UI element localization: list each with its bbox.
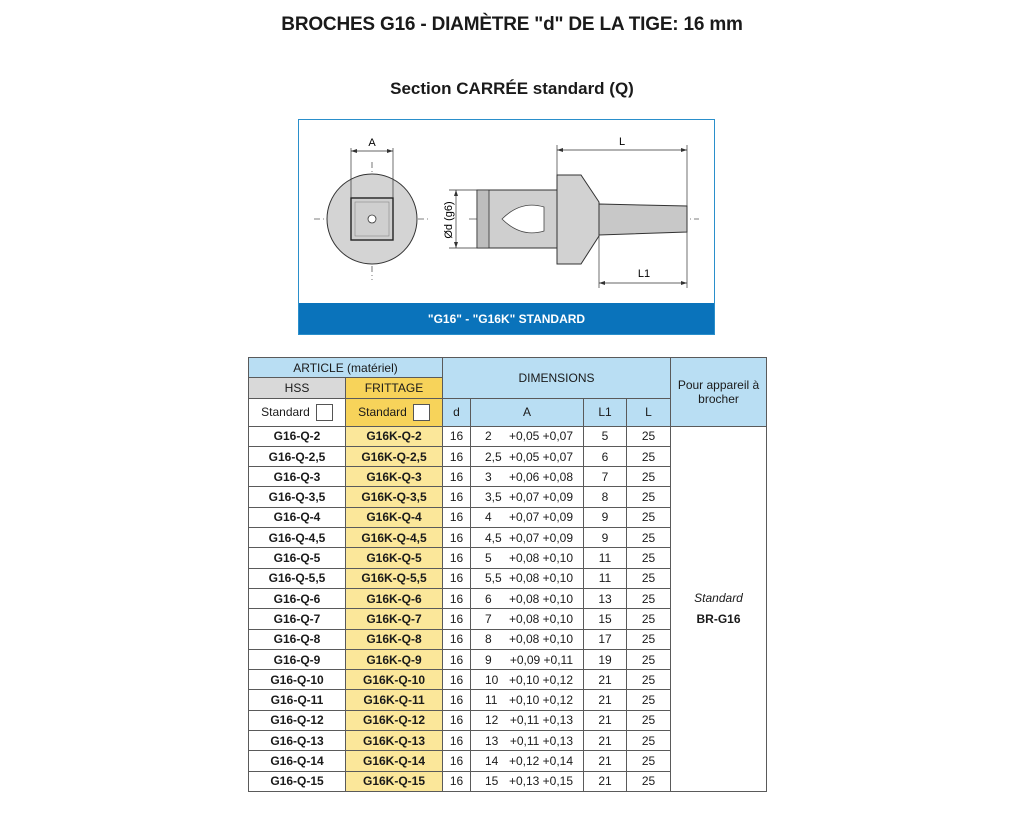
a-tolerance: +0,08 +0,10 — [508, 591, 573, 606]
a-cell — [471, 588, 584, 608]
a-tolerance: +0,08 +0,10 — [508, 551, 573, 566]
a-cell — [471, 487, 584, 507]
label-d: Ød (g6) — [443, 201, 455, 239]
l1-cell: 9 — [584, 507, 627, 527]
arrow-l-left — [557, 148, 563, 152]
frittage-standard-label: Standard — [358, 405, 407, 420]
frittage-standard-cell — [346, 398, 443, 426]
l1-cell: 21 — [584, 731, 627, 751]
d-cell: 16 — [443, 588, 471, 608]
l-cell: 25 — [627, 670, 671, 690]
a-value: 10 — [485, 672, 499, 687]
d-cell: 16 — [443, 507, 471, 527]
arrow-d-top — [454, 190, 458, 196]
label-l: L — [618, 136, 626, 148]
frittage-code-cell: G16K-Q-10 — [346, 670, 443, 690]
a-tolerance: +0,08 +0,10 — [508, 571, 573, 586]
arrow-a-right — [387, 149, 393, 153]
hss-code-cell: G16-Q-7 — [249, 609, 346, 629]
a-cell — [471, 568, 584, 588]
a-cell — [471, 649, 584, 669]
a-tolerance: +0,11 +0,13 — [509, 713, 573, 728]
a-value: 11 — [485, 693, 498, 708]
a-tolerance: +0,07 +0,09 — [508, 490, 573, 505]
a-tolerance: +0,09 +0,11 — [509, 652, 573, 667]
frittage-code-cell: G16K-Q-12 — [346, 710, 443, 730]
cutting-tip — [599, 204, 687, 235]
d-cell: 16 — [443, 426, 471, 446]
arrow-a-left — [351, 149, 357, 153]
dimensions-header: DIMENSIONS — [443, 358, 671, 399]
frittage-code-cell: G16K-Q-11 — [346, 690, 443, 710]
l-cell: 25 — [627, 690, 671, 710]
a-tolerance: +0,07 +0,09 — [508, 510, 573, 525]
d-cell: 16 — [443, 731, 471, 751]
arrow-d-bottom — [454, 242, 458, 248]
l1-cell: 11 — [584, 568, 627, 588]
a-value: 5,5 — [485, 571, 502, 586]
l-cell: 25 — [627, 568, 671, 588]
hss-code-cell: G16-Q-10 — [249, 670, 346, 690]
l1-cell: 7 — [584, 467, 627, 487]
frittage-code-cell: G16K-Q-5,5 — [346, 568, 443, 588]
a-value: 3,5 — [485, 490, 502, 505]
a-value: 4,5 — [485, 530, 502, 545]
l-cell: 25 — [627, 609, 671, 629]
device-type: Standard — [694, 591, 743, 606]
l-cell: 25 — [627, 487, 671, 507]
center-hole — [368, 215, 376, 223]
technical-drawing — [298, 119, 715, 335]
label-l1: L1 — [637, 268, 651, 280]
l1-cell: 11 — [584, 548, 627, 568]
table-body — [249, 426, 767, 791]
a-value: 13 — [485, 733, 499, 748]
a-cell — [471, 609, 584, 629]
frittage-code-cell: G16K-Q-4 — [346, 507, 443, 527]
l-cell: 25 — [627, 548, 671, 568]
a-cell — [471, 507, 584, 527]
frittage-code-cell: G16K-Q-6 — [346, 588, 443, 608]
hss-code-cell: G16-Q-13 — [249, 731, 346, 751]
hss-code-cell: G16-Q-6 — [249, 588, 346, 608]
a-tolerance: +0,05 +0,07 — [508, 429, 573, 444]
d-cell: 16 — [443, 609, 471, 629]
frittage-code-cell: G16K-Q-9 — [346, 649, 443, 669]
l1-cell: 21 — [584, 771, 627, 791]
d-cell: 16 — [443, 751, 471, 771]
hss-code-cell: G16-Q-12 — [249, 710, 346, 730]
l1-cell: 21 — [584, 690, 627, 710]
hss-code-cell: G16-Q-14 — [249, 751, 346, 771]
a-cell — [471, 467, 584, 487]
hss-code-cell: G16-Q-2 — [249, 426, 346, 446]
a-tolerance: +0,10 +0,12 — [508, 693, 573, 708]
frittage-code-cell: G16K-Q-2 — [346, 426, 443, 446]
l-cell: 25 — [627, 751, 671, 771]
a-cell — [471, 751, 584, 771]
l-cell: 25 — [627, 771, 671, 791]
hss-standard-checkbox[interactable] — [316, 404, 333, 421]
hss-code-cell: G16-Q-5,5 — [249, 568, 346, 588]
frittage-standard-checkbox[interactable] — [413, 404, 430, 421]
hss-standard-cell — [249, 398, 346, 426]
figure-caption: "G16" - "G16K" STANDARD — [299, 303, 714, 334]
device-model: BR-G16 — [696, 612, 741, 627]
l-cell: 25 — [627, 731, 671, 751]
l1-cell: 8 — [584, 487, 627, 507]
l1-cell: 19 — [584, 649, 627, 669]
l1-cell: 5 — [584, 426, 627, 446]
table-row — [249, 426, 767, 446]
hss-code-cell: G16-Q-4 — [249, 507, 346, 527]
frittage-code-cell: G16K-Q-4,5 — [346, 528, 443, 548]
l1-cell: 21 — [584, 710, 627, 730]
frittage-code-cell: G16K-Q-13 — [346, 731, 443, 751]
a-cell — [471, 629, 584, 649]
d-cell: 16 — [443, 629, 471, 649]
a-value: 2,5 — [485, 449, 502, 464]
d-cell: 16 — [443, 467, 471, 487]
a-cell — [471, 548, 584, 568]
l1-cell: 13 — [584, 588, 627, 608]
a-cell — [471, 670, 584, 690]
hss-code-cell: G16-Q-4,5 — [249, 528, 346, 548]
l1-cell: 17 — [584, 629, 627, 649]
hss-code-cell: G16-Q-3 — [249, 467, 346, 487]
a-value: 3 — [485, 469, 492, 484]
d-cell: 16 — [443, 568, 471, 588]
a-tolerance: +0,13 +0,15 — [508, 774, 573, 789]
arrow-l1-right — [681, 281, 687, 285]
l-cell: 25 — [627, 467, 671, 487]
device-cell — [671, 426, 767, 791]
a-value: 15 — [485, 774, 499, 789]
a-tolerance: +0,12 +0,14 — [508, 753, 573, 768]
hss-code-cell: G16-Q-15 — [249, 771, 346, 791]
hss-standard-label: Standard — [261, 405, 310, 420]
frittage-code-cell: G16K-Q-15 — [346, 771, 443, 791]
frittage-code-cell: G16K-Q-3,5 — [346, 487, 443, 507]
a-value: 9 — [485, 652, 492, 667]
arrow-l1-left — [599, 281, 605, 285]
l1-cell: 21 — [584, 670, 627, 690]
frittage-code-cell: G16K-Q-14 — [346, 751, 443, 771]
a-tolerance: +0,07 +0,09 — [508, 530, 573, 545]
l1-cell: 15 — [584, 609, 627, 629]
d-cell: 16 — [443, 487, 471, 507]
section-title: Section CARRÉE standard (Q) — [390, 79, 634, 98]
hss-header: HSS — [249, 378, 346, 398]
d-cell: 16 — [443, 528, 471, 548]
hss-code-cell: G16-Q-9 — [249, 649, 346, 669]
col-l1: L1 — [584, 398, 627, 426]
col-l: L — [627, 398, 671, 426]
frittage-code-cell: G16K-Q-2,5 — [346, 446, 443, 466]
l1-cell: 6 — [584, 446, 627, 466]
d-cell: 16 — [443, 690, 471, 710]
d-cell: 16 — [443, 710, 471, 730]
collar — [557, 175, 599, 264]
d-cell: 16 — [443, 771, 471, 791]
a-cell — [471, 426, 584, 446]
l-cell: 25 — [627, 710, 671, 730]
l-cell: 25 — [627, 446, 671, 466]
hss-code-cell: G16-Q-11 — [249, 690, 346, 710]
frittage-code-cell: G16K-Q-5 — [346, 548, 443, 568]
a-cell — [471, 710, 584, 730]
hss-code-cell: G16-Q-2,5 — [249, 446, 346, 466]
a-tolerance: +0,10 +0,12 — [508, 672, 573, 687]
col-a: A — [471, 398, 584, 426]
a-value: 14 — [485, 753, 499, 768]
a-tolerance: +0,06 +0,08 — [508, 469, 573, 484]
a-value: 8 — [485, 632, 492, 647]
a-cell — [471, 690, 584, 710]
a-value: 4 — [485, 510, 492, 525]
l-cell: 25 — [627, 649, 671, 669]
frittage-code-cell: G16K-Q-7 — [346, 609, 443, 629]
label-a: A — [368, 137, 376, 149]
hss-code-cell: G16-Q-3,5 — [249, 487, 346, 507]
frittage-header: FRITTAGE — [346, 378, 443, 398]
a-tolerance: +0,08 +0,10 — [508, 611, 573, 626]
frittage-code-cell: G16K-Q-3 — [346, 467, 443, 487]
a-tolerance: +0,08 +0,10 — [508, 632, 573, 647]
a-cell — [471, 528, 584, 548]
l1-cell: 9 — [584, 528, 627, 548]
a-value: 6 — [485, 591, 492, 606]
a-tolerance: +0,05 +0,07 — [508, 449, 573, 464]
l-cell: 25 — [627, 588, 671, 608]
article-header: ARTICLE (matériel) — [249, 358, 443, 378]
a-cell — [471, 731, 584, 751]
l-cell: 25 — [627, 426, 671, 446]
a-tolerance: +0,11 +0,13 — [509, 733, 573, 748]
a-cell — [471, 771, 584, 791]
l-cell: 25 — [627, 528, 671, 548]
device-header: Pour appareil à brocher — [671, 358, 767, 427]
col-d: d — [443, 398, 471, 426]
hss-code-cell: G16-Q-8 — [249, 629, 346, 649]
d-cell: 16 — [443, 649, 471, 669]
d-cell: 16 — [443, 446, 471, 466]
l-cell: 25 — [627, 629, 671, 649]
hss-code-cell: G16-Q-5 — [249, 548, 346, 568]
shank-groove — [477, 190, 489, 248]
l1-cell: 21 — [584, 751, 627, 771]
frittage-code-cell: G16K-Q-8 — [346, 629, 443, 649]
a-value: 2 — [485, 429, 492, 444]
page-title: BROCHES G16 - DIAMÈTRE "d" DE LA TIGE: 16 mm — [281, 14, 743, 35]
a-value: 5 — [485, 551, 492, 566]
arrow-l-right — [681, 148, 687, 152]
a-cell — [471, 446, 584, 466]
d-cell: 16 — [443, 670, 471, 690]
d-cell: 16 — [443, 548, 471, 568]
spec-table — [248, 357, 767, 792]
l-cell: 25 — [627, 507, 671, 527]
broach-drawing — [299, 120, 716, 305]
a-value: 12 — [485, 713, 499, 728]
a-value: 7 — [485, 611, 492, 626]
